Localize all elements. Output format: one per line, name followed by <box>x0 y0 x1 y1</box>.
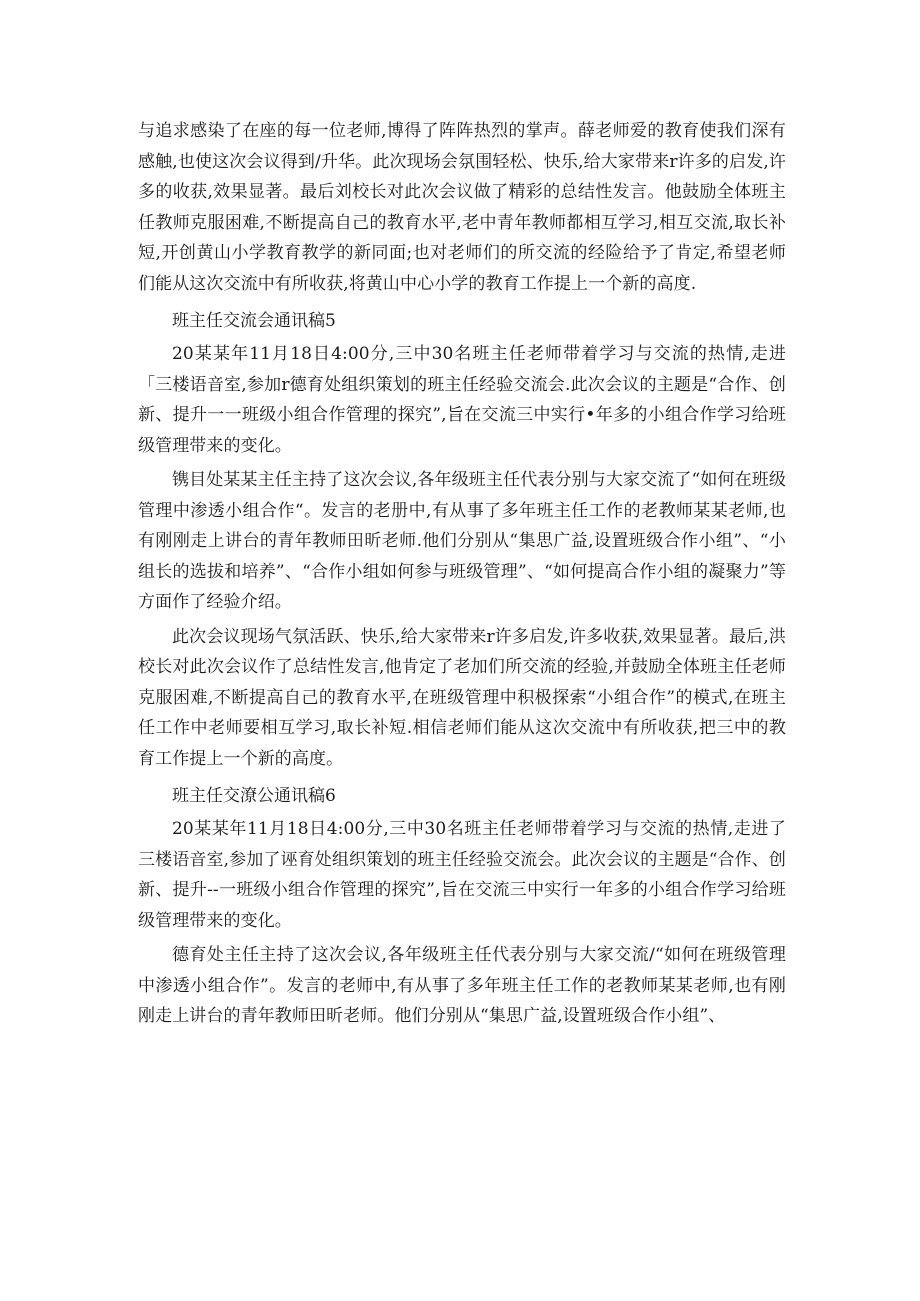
paragraph-meeting-summary-5: 此次会议现场气氛活跃、快乐,给大家带来r许多启发,许多收获,效果显著。最后,洪校长对此次会议作了总结性发言,他肯定了老加们所交流的经验,并鼓励全体班主任老师克服困难,不断提高自己的教育水平,在班级管理中积极探索“小组合作”的模式,在班主任工作中老师要相互学习,取长补短.相信老师们能从这次交流中有所收获,把三中的教育工作提上一个新的高度。 <box>138 626 786 769</box>
section-heading-6: 班主任交潦公通讯稿6 <box>172 786 336 806</box>
section-heading-5: 班主任交流会通讯稿5 <box>172 311 336 331</box>
paragraph-meeting-intro-5: 20某某年11月18日4:00分,三中30名班主任老师带着学习与交流的热情,走进「三楼语音室,参加r德育处组织策划的班主任经验交流会.此次会议的主题是“合作、创新、提升一一班级小组合作管理的探究”,旨在交流三中实行•年多的小组合作学习给班级管理带来的变化。 <box>138 344 786 456</box>
paragraph-meeting-intro-6: 20某某年11月18日4:00分,三中30名班主任老师带着学习与交流的热情,走进了三楼语音室,参加了诬育处组织策划的班主任经验交流会。此次会议的主题是“合作、创新、提升--一班级小组合作管理的探究”,旨在交流三中实行一年多的小组合作学习给班级管理带来的变化。 <box>138 819 786 931</box>
paragraph-meeting-host-5: 镌目处某某主任主持了这次会议,各年级班主任代表分别与大家交流了“如何在班级管理中渗透小组合作“。发言的老册中,有从事了多年班主任工作的老教师某某老师,也有刚刚走上讲台的青年教师田昕老师.他们分别从“集思广益,设置班级合作小组”、“小组长的选拔和培养”、“合作小组如何参与班级管理”、“如何提高合作小组的凝聚力”等方面作了经验介绍。 <box>138 470 786 612</box>
paragraph-meeting-host-6: 德育处主任主持了这次会议,各年级班主任代表分别与大家交流/“如何在班级管理中渗透小组合作”。发言的老师中,有从事了多年班主任工作的老教师某某老师,也有刚刚走上讲台的青年教师田昕老师。他们分别从“集思广益,设置班级合作小组”、 <box>138 945 786 1026</box>
paragraph-continuation: 与追求感染了在座的每一位老师,博得了阵阵热烈的掌声。薛老师爱的教育使我们深有感触,也使这次会议得到/升华。此次现场会氛围轻松、快乐,给大家带来r许多的启发,许多的收获,效果显著。最后刘校长对此次会议做了精彩的总结性发言。他鼓励全体班主任教师克服困难,不断提高自己的教育水平,老中青年教师都相互学习,相互交流,取长补短,开创黄山小学教育教学的新同面;也对老师们的所交流的经险给予了肯定,希望老师们能从这次交流中有所收获,将黄山中心小学的教育工作提上一个新的高度. <box>138 121 786 294</box>
document-body <box>138 116 786 1032</box>
